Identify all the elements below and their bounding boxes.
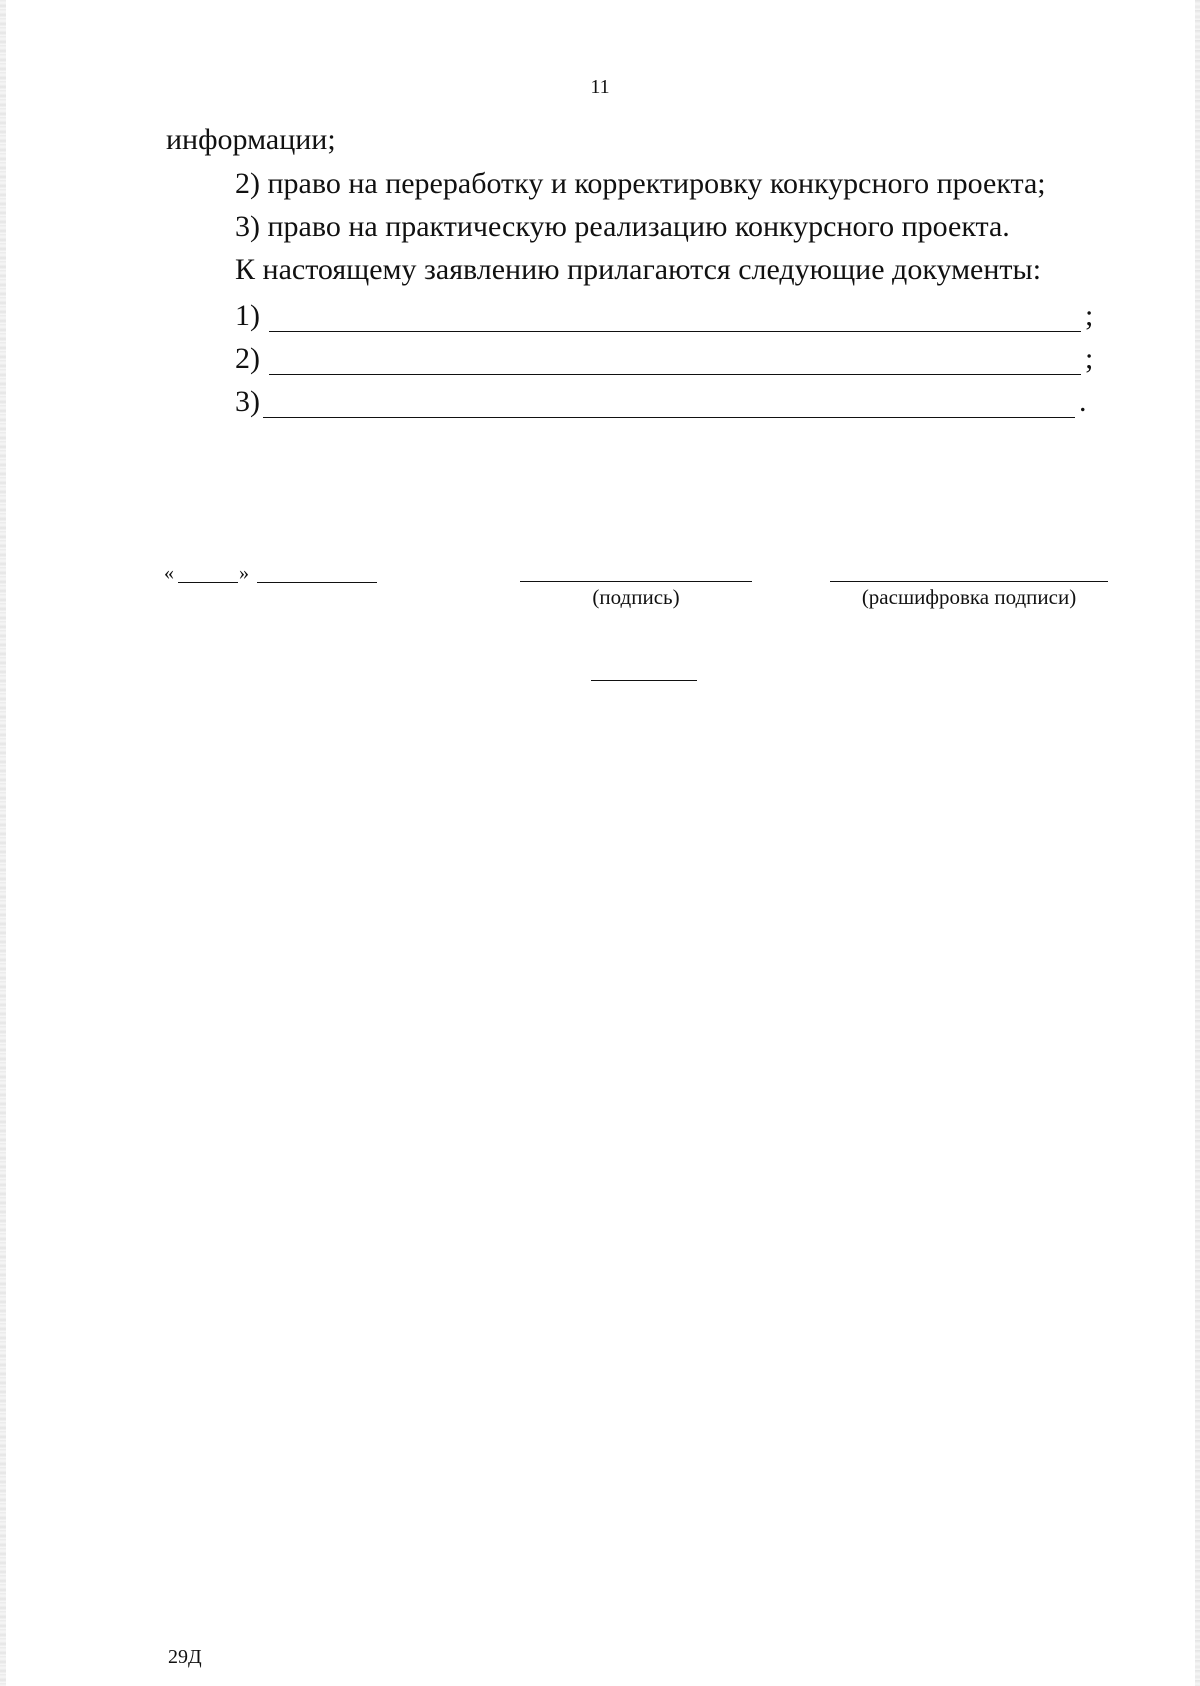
date-month-blank	[257, 582, 377, 583]
continuation-line: информации;	[166, 123, 336, 156]
attachment-number: 2)	[235, 342, 260, 375]
attachment-terminator: .	[1079, 385, 1087, 418]
page-number: 11	[590, 76, 610, 98]
rights-item-3: 3) право на практическую реализацию конкурсного проекта.	[235, 210, 1010, 243]
scan-edge-left	[0, 0, 6, 1686]
date-field	[164, 560, 384, 586]
date-day-blank	[178, 582, 238, 583]
rights-item-2: 2) право на переработку и корректировку конкурсного проекта;	[235, 167, 1046, 200]
date-quote-close: »	[239, 562, 249, 584]
signature-decode-caption: (расшифровка подписи)	[861, 585, 1077, 609]
attachment-blank-line	[269, 331, 1081, 332]
signature-decode-blank-line	[830, 581, 1108, 582]
attachment-number: 1)	[235, 299, 260, 332]
signature-blank-line	[520, 581, 752, 582]
scan-edge-right	[1195, 0, 1200, 1686]
attachment-number: 3)	[235, 385, 260, 418]
attachments-intro: К настоящему заявлению прилагаются следующие документы:	[235, 253, 1042, 286]
signature-caption: (подпись)	[592, 585, 680, 609]
date-quote-open: «	[164, 562, 174, 584]
attachment-terminator: ;	[1085, 342, 1094, 375]
end-rule	[591, 680, 697, 681]
footer-code: 29Д	[168, 1646, 202, 1668]
attachment-terminator: ;	[1085, 299, 1094, 332]
attachment-blank-line	[269, 374, 1081, 375]
attachment-blank-line	[263, 417, 1075, 418]
